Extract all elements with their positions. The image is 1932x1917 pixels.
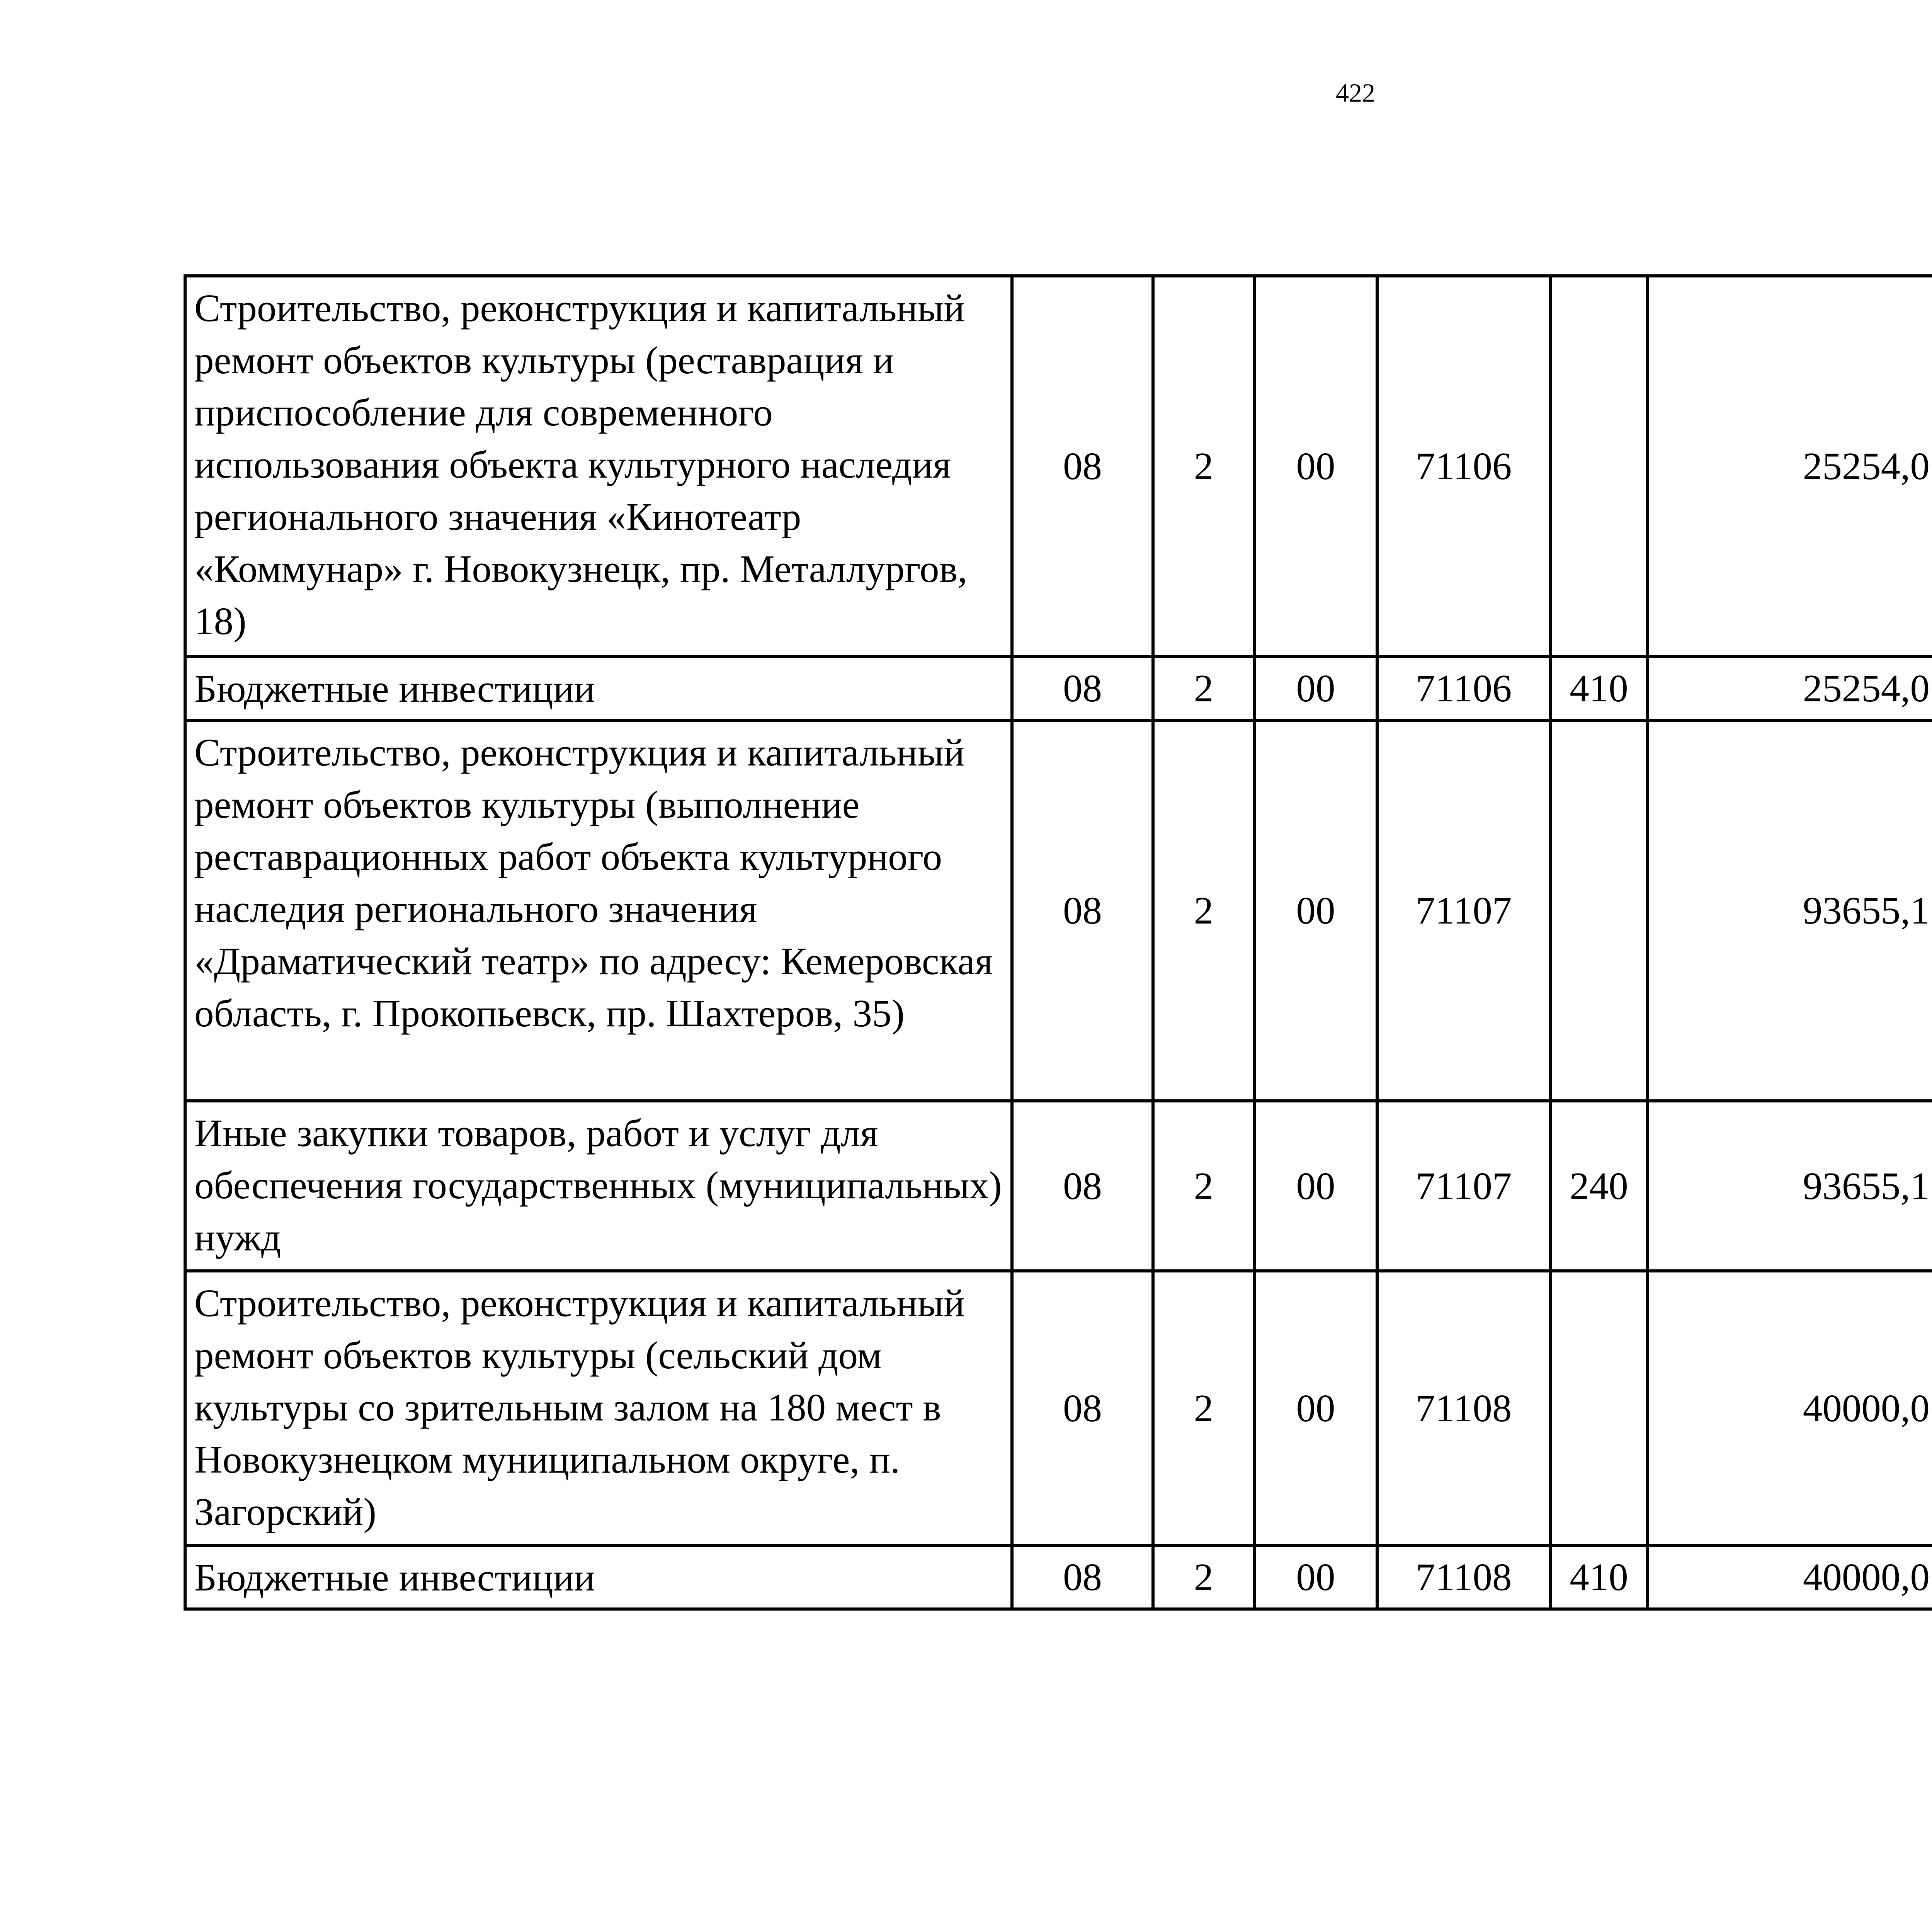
expense-name-cell: Бюджетные инвестиции [185, 657, 1012, 720]
section-code-cell: 08 [1012, 1101, 1153, 1271]
expense-type-cell [1550, 276, 1648, 657]
table-row [185, 720, 1932, 1101]
page-number: 422 [1336, 78, 1375, 107]
table-row [185, 1271, 1932, 1545]
section-code-cell: 08 [1012, 1271, 1153, 1545]
table-row [185, 276, 1932, 657]
expense-name-cell: Строительство, реконструкция и капитальный ремонт объектов культуры (реставрация и приспособление для современного использования объекта культурного наследия регионального значения «Кинотеатр «Коммунар» г. Новокузнецк, пр. Металлургов, 18) [185, 276, 1012, 657]
direction-code-cell: 71108 [1377, 1545, 1550, 1609]
table-row [185, 1545, 1932, 1609]
expense-name-cell: Бюджетные инвестиции [185, 1545, 1012, 1609]
program-code-cell: 2 [1153, 720, 1254, 1101]
direction-code-cell: 71106 [1377, 657, 1550, 720]
expense-type-cell [1550, 1271, 1648, 1545]
program-code-cell: 2 [1153, 1545, 1254, 1609]
table-body [185, 276, 1932, 1609]
program-code-cell: 2 [1153, 1271, 1254, 1545]
direction-code-cell: 71106 [1377, 276, 1550, 657]
budget-table [184, 274, 1932, 1611]
subprogram-code-cell: 00 [1254, 1545, 1377, 1609]
amount-1-cell: 93655,1 [1648, 720, 1932, 1101]
direction-code-cell: 71107 [1377, 720, 1550, 1101]
section-code-cell: 08 [1012, 720, 1153, 1101]
expense-name-cell: Строительство, реконструкция и капитальный ремонт объектов культуры (сельский дом культуры со зрительным залом на 180 мест в Новокузнецком муниципальном округе, п. Загорский) [185, 1271, 1012, 1545]
table-row [185, 1101, 1932, 1271]
direction-code-cell: 71108 [1377, 1271, 1550, 1545]
expense-name-cell: Иные закупки товаров, работ и услуг для обеспечения государственных (муниципальных) нужд [185, 1101, 1012, 1271]
program-code-cell: 2 [1153, 276, 1254, 657]
expense-type-cell: 410 [1550, 657, 1648, 720]
section-code-cell: 08 [1012, 1545, 1153, 1609]
subprogram-code-cell: 00 [1254, 657, 1377, 720]
section-code-cell: 08 [1012, 276, 1153, 657]
amount-1-cell: 25254,0 [1648, 276, 1932, 657]
amount-1-cell: 40000,0 [1648, 1271, 1932, 1545]
amount-1-cell: 25254,0 [1648, 657, 1932, 720]
section-code-cell: 08 [1012, 657, 1153, 720]
expense-type-cell [1550, 720, 1648, 1101]
direction-code-cell: 71107 [1377, 1101, 1550, 1271]
expense-type-cell: 410 [1550, 1545, 1648, 1609]
amount-1-cell: 93655,1 [1648, 1101, 1932, 1271]
table-row [185, 657, 1932, 720]
subprogram-code-cell: 00 [1254, 276, 1377, 657]
expense-name-cell: Строительство, реконструкция и капитальный ремонт объектов культуры (выполнение реставрационных работ объекта культурного наследия регионального значения «Драматический театр» по адресу: Кемеровская область, г. Прокопьевск, пр. Шахтеров, 35) [185, 720, 1012, 1101]
program-code-cell: 2 [1153, 1101, 1254, 1271]
expense-type-cell: 240 [1550, 1101, 1648, 1271]
subprogram-code-cell: 00 [1254, 720, 1377, 1101]
subprogram-code-cell: 00 [1254, 1101, 1377, 1271]
amount-1-cell: 40000,0 [1648, 1545, 1932, 1609]
subprogram-code-cell: 00 [1254, 1271, 1377, 1545]
program-code-cell: 2 [1153, 657, 1254, 720]
